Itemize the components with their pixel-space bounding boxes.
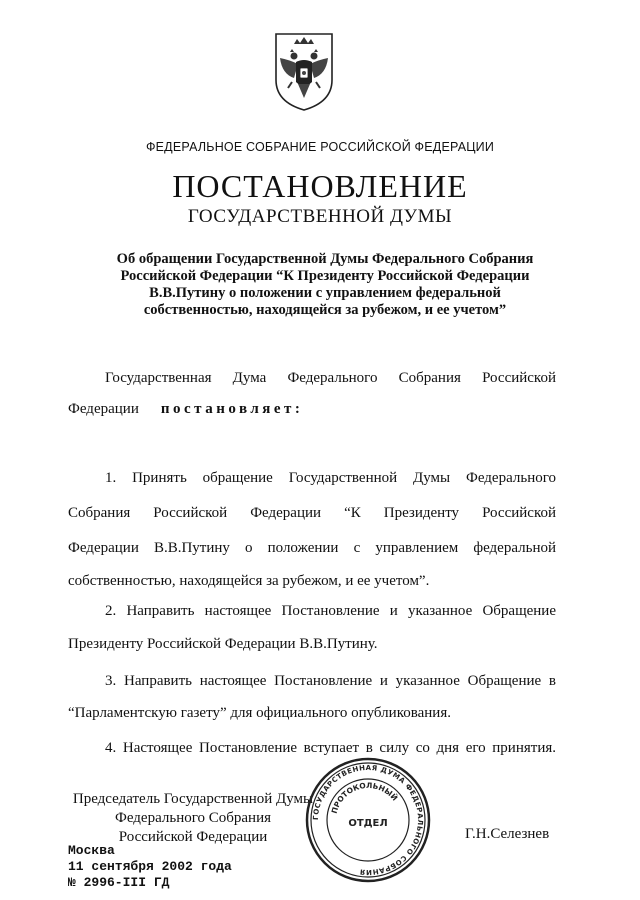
- document-type-title: ПОСТАНОВЛЕНИЕ: [172, 168, 468, 204]
- signatory-position-line: Председатель Государственной Думы: [72, 791, 314, 807]
- preamble-line: [68, 401, 556, 418]
- document-number: № 2996-III ГД: [68, 875, 170, 890]
- date-of-adoption: 11 сентября 2002 года: [68, 859, 232, 874]
- document-subject: [95, 251, 555, 319]
- signatory-position-line: Российской Федерации: [118, 829, 268, 845]
- stamp-center-text: ОТДЕЛ: [348, 818, 388, 829]
- svg-text:ПРОТОКОЛЬНЫЙ: [330, 781, 400, 815]
- preamble-line-end: Федерации: [68, 401, 139, 417]
- item-1-line: Собрания Российской Федерации “К Президенту Российской: [68, 505, 556, 521]
- place-of-adoption: Москва: [68, 843, 115, 858]
- preamble-line: Государственная Дума Федерального Собрания Российской: [105, 370, 556, 386]
- signatory-name: Г.Н.Селезнев: [465, 826, 550, 842]
- official-stamp-icon: [304, 756, 432, 884]
- signatory-position: [68, 790, 318, 847]
- item-2-line: Президенту Российской Федерации В.В.Путину.: [68, 636, 378, 652]
- item-3-line: 3. Направить настоящее Постановление и указанное Обращение в: [105, 673, 556, 689]
- item-2-line: 2. Направить настоящее Постановление и указанное Обращение: [105, 603, 556, 619]
- item-4-line: 4. Настоящее Постановление вступает в силу со дня его принятия.: [105, 740, 556, 756]
- decision-word: постановляет:: [160, 401, 304, 417]
- item-1-line: Федерации В.В.Путину о положении с управлением федеральной: [68, 540, 556, 556]
- signatory-position-line: Федерального Собрания: [114, 810, 272, 826]
- subject-line: собственностью, находящейся за рубежом, и ее учетом”: [143, 302, 507, 318]
- item-3-line: “Парламентскую газету” для официального опубликования.: [68, 705, 451, 721]
- subject-line: Российской Федерации “К Президенту Российской Федерации: [120, 268, 530, 284]
- assembly-name: ФЕДЕРАЛЬНОЕ СОБРАНИЕ РОССИЙСКОЙ ФЕДЕРАЦИИ: [145, 140, 495, 154]
- coat-of-arms-icon: [272, 30, 336, 112]
- stamp-ring-text: ГОСУДАРСТВЕННАЯ ДУМА ФЕДЕРАЛЬНОГО СОБРАНИЯ: [311, 763, 425, 877]
- issuer-title: ГОСУДАРСТВЕННОЙ ДУМЫ: [187, 206, 453, 227]
- stamp-inner-text: ПРОТОКОЛЬНЫЙ: [329, 780, 400, 815]
- subject-line: Об обращении Государственной Думы Федерального Собрания: [116, 251, 534, 267]
- subject-line: В.В.Путину о положении с управлением федеральной: [149, 285, 501, 301]
- registration-info: [68, 843, 232, 891]
- item-1-line: 1. Принять обращение Государственной Думы Федерального: [105, 470, 556, 486]
- item-1-line: собственностью, находящейся за рубежом, и ее учетом”.: [68, 573, 430, 589]
